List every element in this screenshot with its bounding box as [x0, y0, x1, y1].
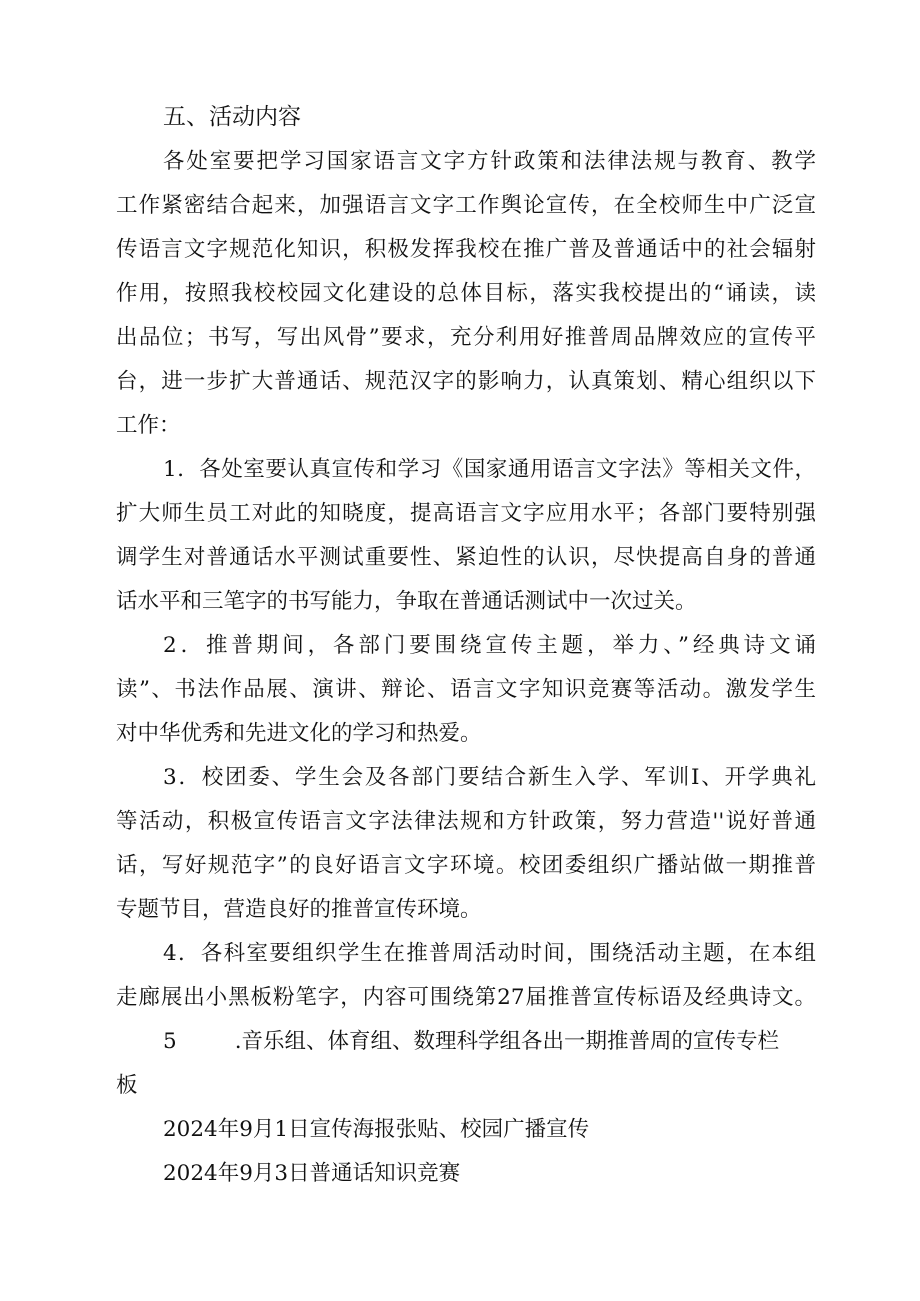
intro-line-6: 台，进一步扩大普通话、规范汉字的影响力，认真策划、精心组织以下: [116, 369, 816, 394]
item-3-line-3: 话，写好规范字”的良好语言文字环境。校团委组织广播站做一期推普: [116, 853, 816, 878]
intro-line-1: 各处室要把学习国家语言文字方针政策和法律法规与教育、教学: [163, 149, 816, 174]
item-5-line-2: 板: [116, 1073, 138, 1098]
intro-line-5: 出品位；书写，写出风骨”要求，充分利用好推普周品牌效应的宣传平: [116, 325, 816, 350]
item-3-line-2: 等活动，积极宣传语言文字法律法规和方针政策，努力营造''说好普通: [116, 809, 816, 834]
item-1-line-4: 话水平和三笔字的书写能力，争取在普通话测试中一次过关。: [116, 589, 697, 614]
schedule-entry-1: 2024年9月1日宣传海报张贴、校园广播宣传: [163, 1117, 590, 1142]
item-2-line-1: 2．推普期间，各部门要围绕宣传主题，举力、”经典诗文诵: [163, 633, 816, 658]
item-5-line-1: [163, 1020, 816, 1064]
item-3-line-4: 专题节目，营造良好的推普宣传环境。: [116, 897, 482, 922]
item-3-line-1: 3．校团委、学生会及各部门要结合新生入学、军训I、开学典礼: [163, 765, 816, 790]
item-1-line-1: 1．各处室要认真宣传和学习《国家通用语言文字法》等相关文件，: [163, 457, 816, 482]
item-1-line-3: 调学生对普通话水平测试重要性、紧迫性的认识，尽快提高自身的普通: [116, 545, 816, 570]
item-2-line-2: 读”、书法作品展、演讲、辩论、语言文字知识竞赛等活动。激发学生: [116, 677, 816, 702]
schedule-entry-2: 2024年9月3日普通话知识竞赛: [163, 1161, 461, 1186]
item-4-line-1: 4．各科室要组织学生在推普周活动时间，围绕活动主题，在本组: [163, 941, 816, 966]
intro-line-7: 工作：: [116, 413, 181, 438]
intro-line-2: 工作紧密结合起来，加强语言文字工作舆论宣传，在全校师生中广泛宣: [116, 193, 816, 218]
section-heading: 五、活动内容: [163, 104, 301, 130]
item-2-line-3: 对中华优秀和先进文化的学习和热爱。: [116, 721, 482, 746]
item-4-line-2: 走廊展出小黑板粉笔字，内容可围绕第27届推普宣传标语及经典诗文。: [116, 985, 816, 1010]
item-1-line-2: 扩大师生员工对此的知晓度，提高语言文字应用水平；各部门要特别强: [116, 501, 816, 526]
intro-line-4: 作用，按照我校校园文化建设的总体目标，落实我校提出的“诵读，读: [116, 281, 816, 306]
intro-line-3: 传语言文字规范化知识，积极发挥我校在推广普及普通话中的社会辐射: [116, 237, 816, 262]
item-5-text: .音乐组、体育组、数理科学组各出一期推普周的宣传专栏: [234, 1029, 780, 1054]
item-5-number: 5: [163, 1029, 177, 1054]
